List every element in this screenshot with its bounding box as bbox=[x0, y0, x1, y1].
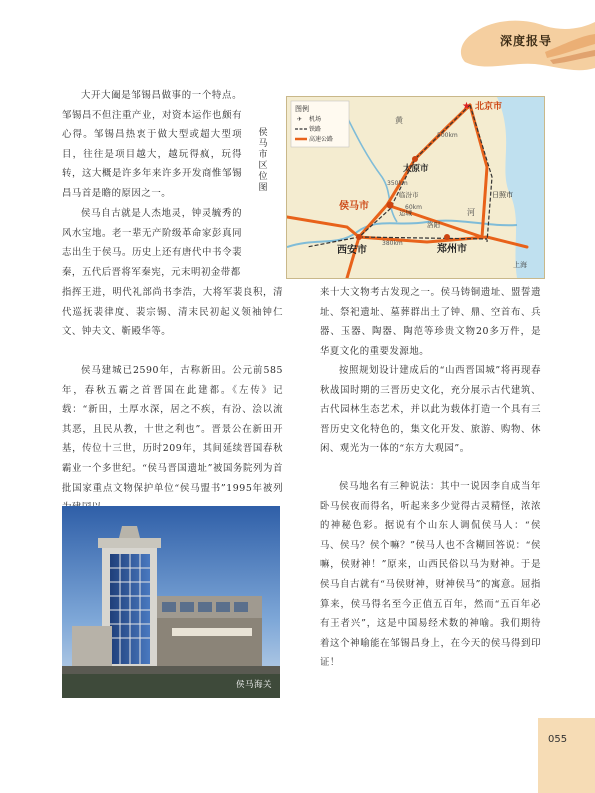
distance-4: 60km bbox=[405, 204, 422, 211]
label-yellow: 黄 bbox=[395, 116, 403, 125]
photo-illustration bbox=[62, 506, 280, 698]
legend-rail: 铁路 bbox=[309, 126, 322, 133]
left-paragraph-3: 侯马建城已2590年，古称新田。公元前585年，春秋五霸之首晋国在此建都。《左传》记载：“新田，土厚水深，居之不疾，有汾、浍以流其恶，且民从教，十世之利也”。晋景公在新田开基，传位十三世，历时209年，其间延续晋国春秋霸业一个多世纪。“侯马晋国遗址”被国务院列为首批国家重点文物保护单位“侯马盟书”1995年被列 bbox=[62, 365, 283, 494]
legend-title: 图例 bbox=[295, 105, 309, 113]
city-xian: 西安市 bbox=[337, 245, 367, 256]
legend-airport: 机场 bbox=[309, 116, 322, 123]
city-houma: 侯马市 bbox=[339, 201, 369, 212]
distance-3: 380km bbox=[382, 240, 403, 247]
city-linfen: 临汾市 bbox=[399, 191, 419, 199]
distance-1: 500km bbox=[437, 132, 458, 139]
right-paragraph-2: 按照规划设计建成后的“山西晋国城”将再现春秋战国时期的三晋历史文化，充分展示古代建筑、古代园林生态艺术，并以此为载体打造一个具有三晋历史文化特色的，集文化开发、旅游、购物、休闲、观光为一体的“东方大观园”。 bbox=[320, 365, 541, 455]
capital-star-icon: ★ bbox=[462, 101, 471, 112]
photo-caption: 侯马海关 bbox=[235, 680, 272, 690]
right-paragraph-3: 侯马地名有三种说法：其中一说因李自成当年卧马侯夜而得名，听起来多少觉得古灵精怪，浓浓的神秘色彩。据说有个山东人调侃侯马人：“侯马、侯马？侯个嘛？”侯马人也不含糊回答说：“侯嘛，侯财神！”原来，山西民俗以马为财神。于是侯马自古就有“马侯财神，财神侯马”的寓意。屈指算来，侯马得名至今正值五百年，然而“五百年必有王者兴”，这是中国易经术数的神喻。我们期待着这个神喻能在邹锡昌身上，在今天的侯马得到印证！ bbox=[320, 481, 541, 669]
city-zhengzhou: 郑州市 bbox=[437, 244, 467, 255]
label-river: 河 bbox=[467, 208, 475, 217]
map-canvas bbox=[287, 97, 544, 278]
city-taiyuan: 太原市 bbox=[403, 164, 429, 174]
page-number-box bbox=[538, 718, 595, 793]
taiyuan-dot bbox=[412, 156, 418, 162]
left-paragraph-2b: 指挥王进，明代礼部尚书李浩，大将军裴良积，清代巡抚裴律度、裴宗锡、清末民初起义领袖钟仁文、钟夫文、靳殿华等。 bbox=[62, 287, 283, 338]
airport-icon: ✈ bbox=[297, 116, 303, 123]
left-paragraph-1: 大开大阖是邹锡昌做事的一个特点。邹锡昌不但注重产业，对资本运作也颇有心得。邹锡昌热衷于做大型或超大型项目，往往是项目越大，越玩得疯，玩得转，这大概是许多年来许多开发商惟邹锡昌马首是瞻的原因之一。 bbox=[62, 90, 242, 199]
city-rizhao: 日照市 bbox=[492, 191, 513, 199]
city-beijing: 北京市 bbox=[475, 102, 503, 112]
left-paragraph-2a: 侯马自古就是人杰地灵，钟灵毓秀的风水宝地。老一辈无产阶级革命家彭真同志出生于侯马。历史上还有唐代中书令裴秦，五代后晋将军秦宪，元末明初金带都 bbox=[62, 208, 242, 278]
xian-dot bbox=[356, 234, 362, 240]
zhengzhou-dot bbox=[444, 234, 450, 240]
customs-building-photo bbox=[62, 506, 280, 698]
city-yuncheng: 运城 bbox=[399, 209, 412, 217]
label-shanghai: 上海 bbox=[513, 261, 527, 269]
section-label: 深度报导 bbox=[500, 34, 553, 48]
location-map bbox=[286, 96, 545, 279]
page-number: 055 bbox=[548, 734, 568, 745]
distance-2: 350km bbox=[387, 180, 408, 187]
right-paragraph-1: 来十大文物考古发现之一。侯马铸铜遗址、盟誓遗址、祭祀遗址、墓葬群出土了钟、鼎、空首布、兵器、玉器、陶器、陶范等珍贵文物20多万件，是华夏文化的重要发源地。 bbox=[320, 287, 541, 357]
legend-highway: 高速公路 bbox=[309, 136, 334, 143]
city-luoyang: 洛阳 bbox=[427, 221, 440, 229]
houma-dot bbox=[387, 202, 394, 209]
map-side-label: 侯马市区位图 bbox=[258, 128, 268, 193]
